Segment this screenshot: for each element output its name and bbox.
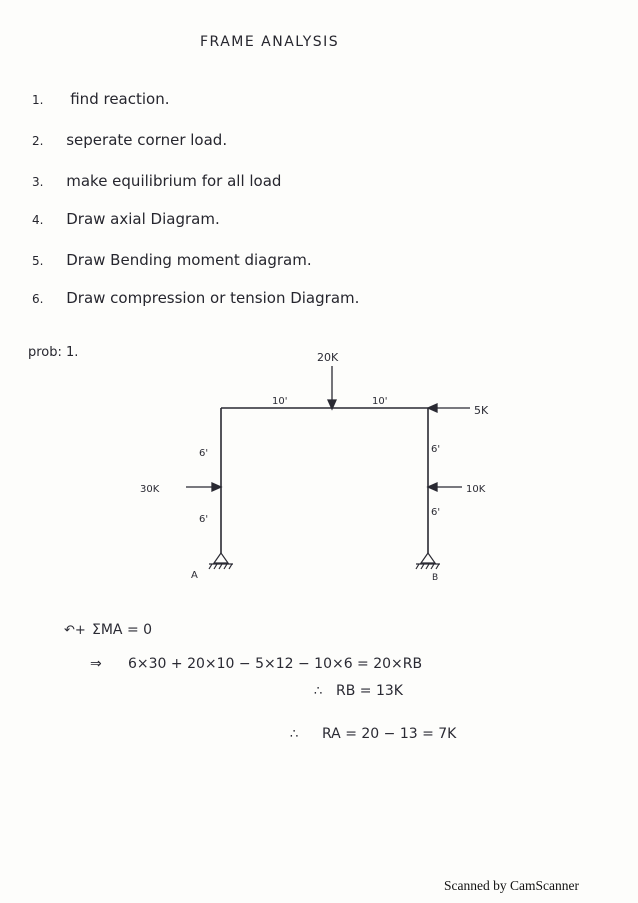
arrow-10k-left xyxy=(428,483,462,491)
label-30k: 30K xyxy=(140,484,160,495)
label-right-height-bottom: 6' xyxy=(431,507,441,518)
moment-equation-label: ΣMA = 0 xyxy=(92,622,153,638)
label-span-left: 10' xyxy=(272,396,288,407)
step-1-text: find reaction. xyxy=(70,90,170,108)
step-1-number: 1. xyxy=(32,93,44,107)
step-5-text: Draw Bending moment diagram. xyxy=(66,251,312,269)
step-3-text: make equilibrium for all load xyxy=(66,172,282,190)
step-6-text: Draw compression or tension Diagram. xyxy=(66,289,360,307)
step-4-text: Draw axial Diagram. xyxy=(66,210,220,228)
problem-label: prob: 1. xyxy=(28,345,79,360)
arrow-5k-left xyxy=(428,404,470,412)
label-left-height-top: 6' xyxy=(199,448,209,459)
step-6-number: 6. xyxy=(32,292,44,306)
label-10k: 10K xyxy=(466,484,486,495)
label-left-height-bottom: 6' xyxy=(199,514,209,525)
label-support-b: B xyxy=(432,573,439,583)
implies-symbol: ⇒ xyxy=(90,656,102,672)
step-4-number: 4. xyxy=(32,213,44,227)
therefore-symbol-2: ∴ xyxy=(290,727,299,742)
equation-line-1: 6×30 + 20×10 − 5×12 − 10×6 = 20×RB xyxy=(128,656,423,672)
scanner-watermark: Scanned by CamScanner xyxy=(444,878,579,893)
label-support-a: A xyxy=(191,570,198,581)
arrow-30k-right xyxy=(186,483,221,491)
equation-line-2: RB = 13K xyxy=(336,683,403,699)
label-right-height-top: 6' xyxy=(431,444,441,455)
step-3-number: 3. xyxy=(32,175,44,189)
step-5-number: 5. xyxy=(32,254,44,268)
step-2-text: seperate corner load. xyxy=(66,131,228,149)
label-span-right: 10' xyxy=(372,396,388,407)
label-20k: 20K xyxy=(317,351,339,364)
arrow-20k-down xyxy=(328,366,336,409)
support-a-pin xyxy=(209,553,233,569)
step-2-number: 2. xyxy=(32,134,44,148)
equation-line-3: RA = 20 − 13 = 7K xyxy=(322,726,457,742)
label-5k: 5K xyxy=(474,404,489,417)
page-title: FRAME ANALYSIS xyxy=(200,34,340,50)
therefore-symbol-1: ∴ xyxy=(314,684,323,699)
support-b-pin xyxy=(416,553,440,569)
moment-symbol: ↶+ xyxy=(64,623,86,638)
